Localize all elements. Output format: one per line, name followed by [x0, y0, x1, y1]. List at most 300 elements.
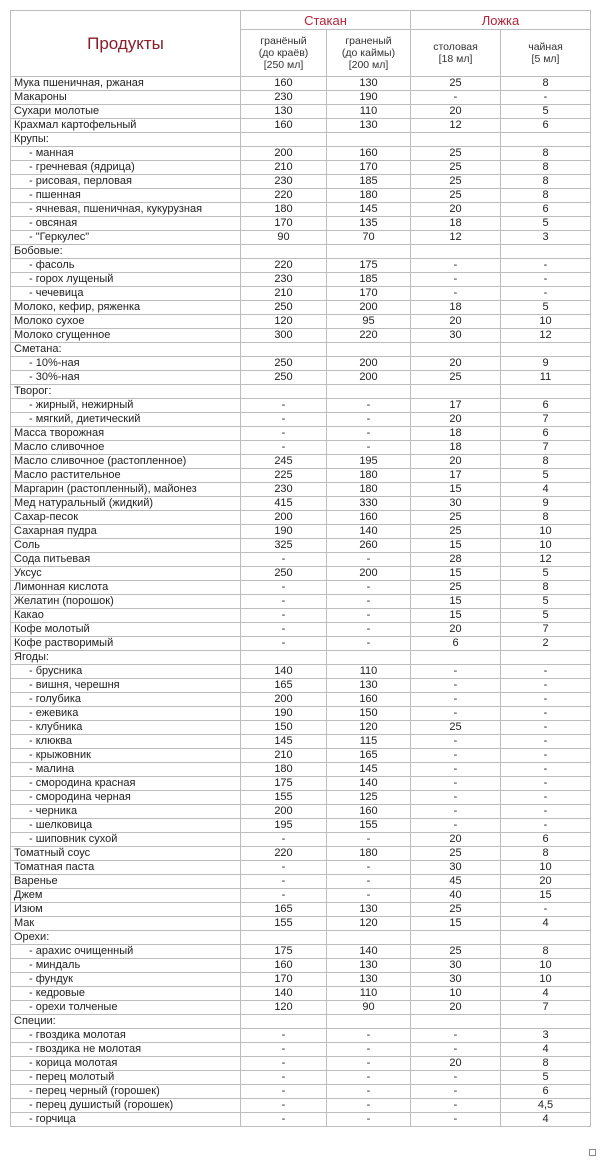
- table-row: [11, 735, 591, 749]
- product-name: - гвоздика молотая: [11, 1029, 241, 1043]
- glass-250-value: -: [241, 1043, 327, 1057]
- tablespoon-value: 25: [411, 511, 501, 525]
- teaspoon-value: 8: [501, 455, 591, 469]
- glass-200-value: 140: [327, 945, 411, 959]
- glass-200-value: -: [327, 1043, 411, 1057]
- teaspoon-value: 4,5: [501, 1099, 591, 1113]
- glass-200-value: 160: [327, 805, 411, 819]
- header-spoon: Ложка: [411, 11, 591, 30]
- teaspoon-value: 10: [501, 861, 591, 875]
- tablespoon-value: 25: [411, 161, 501, 175]
- glass-250-value: 190: [241, 525, 327, 539]
- glass-200-value: 220: [327, 329, 411, 343]
- product-name: - перец черный (горошек): [11, 1085, 241, 1099]
- glass-250-value: -: [241, 441, 327, 455]
- glass-250-value: 200: [241, 147, 327, 161]
- table-row: [11, 833, 591, 847]
- table-row: [11, 903, 591, 917]
- product-name: - перец душистый (горошек): [11, 1099, 241, 1113]
- glass-250-value: 140: [241, 665, 327, 679]
- teaspoon-value: -: [501, 791, 591, 805]
- glass-200-value: 185: [327, 273, 411, 287]
- tablespoon-value: -: [411, 1099, 501, 1113]
- glass-250-value: 140: [241, 987, 327, 1001]
- glass-250-value: 155: [241, 791, 327, 805]
- glass-250-value: [241, 1015, 327, 1029]
- glass-250-value: -: [241, 637, 327, 651]
- tablespoon-value: -: [411, 679, 501, 693]
- product-name: - кедровые: [11, 987, 241, 1001]
- product-name: - брусника: [11, 665, 241, 679]
- glass-200-value: 200: [327, 371, 411, 385]
- tablespoon-value: 20: [411, 1001, 501, 1015]
- glass-200-value: 160: [327, 147, 411, 161]
- product-name: - мягкий, диетический: [11, 413, 241, 427]
- glass-200-value: 200: [327, 357, 411, 371]
- glass-200-value: -: [327, 581, 411, 595]
- tablespoon-value: 20: [411, 413, 501, 427]
- product-name: Сахарная пудра: [11, 525, 241, 539]
- glass-200-value: 180: [327, 189, 411, 203]
- table-row: [11, 665, 591, 679]
- glass-200-value: 140: [327, 777, 411, 791]
- teaspoon-value: 3: [501, 1029, 591, 1043]
- product-name: - фасоль: [11, 259, 241, 273]
- product-name: Какао: [11, 609, 241, 623]
- glass-200-value: [327, 651, 411, 665]
- product-name: Уксус: [11, 567, 241, 581]
- table-row: [11, 1015, 591, 1029]
- tablespoon-value: -: [411, 805, 501, 819]
- glass-250-value: -: [241, 1113, 327, 1127]
- tablespoon-value: 25: [411, 525, 501, 539]
- glass-250-value: 220: [241, 189, 327, 203]
- tablespoon-value: 20: [411, 203, 501, 217]
- glass-250-value: -: [241, 1085, 327, 1099]
- tablespoon-value: [411, 931, 501, 945]
- tablespoon-value: 12: [411, 231, 501, 245]
- table-row: [11, 875, 591, 889]
- glass-200-value: 180: [327, 483, 411, 497]
- glass-250-value: 210: [241, 287, 327, 301]
- glass-250-value: 250: [241, 567, 327, 581]
- table-row: [11, 245, 591, 259]
- glass-250-value: 120: [241, 315, 327, 329]
- glass-200-value: 130: [327, 903, 411, 917]
- glass-250-value: 250: [241, 301, 327, 315]
- teaspoon-value: 6: [501, 833, 591, 847]
- product-name: Лимонная кислота: [11, 581, 241, 595]
- glass-250-value: -: [241, 623, 327, 637]
- tablespoon-value: -: [411, 777, 501, 791]
- teaspoon-value: 7: [501, 413, 591, 427]
- product-name: - рисовая, перловая: [11, 175, 241, 189]
- header-glass: Стакан: [241, 11, 411, 30]
- product-name: - горох лущеный: [11, 273, 241, 287]
- tablespoon-value: 20: [411, 623, 501, 637]
- glass-200-value: 140: [327, 525, 411, 539]
- glass-250-value: 190: [241, 707, 327, 721]
- table-row: [11, 539, 591, 553]
- product-name: Томатная паста: [11, 861, 241, 875]
- glass-200-value: 180: [327, 469, 411, 483]
- tablespoon-value: 20: [411, 357, 501, 371]
- product-name: Томатный соус: [11, 847, 241, 861]
- table-row: [11, 77, 591, 91]
- teaspoon-value: 10: [501, 959, 591, 973]
- teaspoon-value: [501, 651, 591, 665]
- product-name: Молоко сухое: [11, 315, 241, 329]
- tablespoon-value: -: [411, 665, 501, 679]
- glass-250-value: 195: [241, 819, 327, 833]
- table-row: [11, 973, 591, 987]
- glass-200-value: [327, 343, 411, 357]
- tablespoon-value: -: [411, 693, 501, 707]
- glass-200-value: 130: [327, 77, 411, 91]
- table-row: [11, 1071, 591, 1085]
- tablespoon-value: -: [411, 273, 501, 287]
- header-tablespoon: столовая [18 мл]: [411, 30, 501, 77]
- glass-200-value: -: [327, 889, 411, 903]
- table-row: [11, 819, 591, 833]
- product-name: - клюква: [11, 735, 241, 749]
- glass-200-value: 120: [327, 721, 411, 735]
- table-row: [11, 777, 591, 791]
- table-row: [11, 763, 591, 777]
- product-name: Сода питьевая: [11, 553, 241, 567]
- table-row: [11, 441, 591, 455]
- teaspoon-value: -: [501, 777, 591, 791]
- glass-200-value: 130: [327, 959, 411, 973]
- teaspoon-value: 11: [501, 371, 591, 385]
- glass-200-value: 150: [327, 707, 411, 721]
- table-row: [11, 931, 591, 945]
- glass-200-value: 165: [327, 749, 411, 763]
- glass-250-value: -: [241, 399, 327, 413]
- product-name: Джем: [11, 889, 241, 903]
- teaspoon-value: 8: [501, 77, 591, 91]
- teaspoon-value: [501, 245, 591, 259]
- glass-200-value: -: [327, 1029, 411, 1043]
- teaspoon-value: -: [501, 763, 591, 777]
- table-row: [11, 189, 591, 203]
- product-name: - смородина красная: [11, 777, 241, 791]
- product-name: Молоко, кефир, ряженка: [11, 301, 241, 315]
- table-row: [11, 483, 591, 497]
- teaspoon-value: 5: [501, 105, 591, 119]
- glass-200-value: 200: [327, 567, 411, 581]
- product-name: - вишня, черешня: [11, 679, 241, 693]
- table-row: [11, 889, 591, 903]
- glass-200-value: 260: [327, 539, 411, 553]
- glass-200-value: 330: [327, 497, 411, 511]
- glass-250-value: 415: [241, 497, 327, 511]
- table-row: [11, 1043, 591, 1057]
- teaspoon-value: -: [501, 749, 591, 763]
- product-name: - крыжовник: [11, 749, 241, 763]
- teaspoon-value: 5: [501, 469, 591, 483]
- teaspoon-value: 2: [501, 637, 591, 651]
- glass-250-value: -: [241, 413, 327, 427]
- glass-200-value: 195: [327, 455, 411, 469]
- glass-200-value: 120: [327, 917, 411, 931]
- tablespoon-value: 17: [411, 469, 501, 483]
- glass-200-value: 115: [327, 735, 411, 749]
- product-name: - смородина черная: [11, 791, 241, 805]
- table-row: [11, 525, 591, 539]
- product-name: - ежевика: [11, 707, 241, 721]
- tablespoon-value: -: [411, 791, 501, 805]
- glass-250-value: 150: [241, 721, 327, 735]
- tablespoon-value: 45: [411, 875, 501, 889]
- product-name: - черника: [11, 805, 241, 819]
- glass-200-value: [327, 133, 411, 147]
- tablespoon-value: -: [411, 91, 501, 105]
- teaspoon-value: 8: [501, 1057, 591, 1071]
- glass-200-value: -: [327, 553, 411, 567]
- table-row: [11, 119, 591, 133]
- glass-250-value: 250: [241, 371, 327, 385]
- table-row: [11, 959, 591, 973]
- teaspoon-value: 5: [501, 567, 591, 581]
- table-row: [11, 175, 591, 189]
- glass-200-value: -: [327, 1085, 411, 1099]
- glass-200-value: 185: [327, 175, 411, 189]
- glass-250-value: -: [241, 595, 327, 609]
- table-row: [11, 133, 591, 147]
- glass-200-value: 135: [327, 217, 411, 231]
- tablespoon-value: 40: [411, 889, 501, 903]
- glass-250-value: [241, 651, 327, 665]
- glass-250-value: 230: [241, 175, 327, 189]
- product-name: Творог:: [11, 385, 241, 399]
- product-name: - горчица: [11, 1113, 241, 1127]
- tablespoon-value: 15: [411, 483, 501, 497]
- table-row: [11, 749, 591, 763]
- glass-200-value: -: [327, 861, 411, 875]
- header-products: Продукты: [11, 11, 241, 77]
- product-name: Мак: [11, 917, 241, 931]
- table-row: [11, 1001, 591, 1015]
- table-row: [11, 1099, 591, 1113]
- glass-250-value: 300: [241, 329, 327, 343]
- tablespoon-value: 20: [411, 105, 501, 119]
- glass-200-value: 200: [327, 301, 411, 315]
- glass-250-value: -: [241, 1071, 327, 1085]
- teaspoon-value: 5: [501, 1071, 591, 1085]
- table-row: [11, 945, 591, 959]
- teaspoon-value: 8: [501, 147, 591, 161]
- tablespoon-value: -: [411, 287, 501, 301]
- glass-200-value: [327, 1015, 411, 1029]
- teaspoon-value: 8: [501, 189, 591, 203]
- teaspoon-value: 8: [501, 847, 591, 861]
- glass-250-value: 130: [241, 105, 327, 119]
- glass-250-value: 245: [241, 455, 327, 469]
- tablespoon-value: -: [411, 1029, 501, 1043]
- tablespoon-value: -: [411, 735, 501, 749]
- teaspoon-value: 4: [501, 917, 591, 931]
- tablespoon-value: [411, 133, 501, 147]
- teaspoon-value: 7: [501, 441, 591, 455]
- product-name: Масло сливочное (растопленное): [11, 455, 241, 469]
- tablespoon-value: -: [411, 763, 501, 777]
- glass-200-value: -: [327, 399, 411, 413]
- tablespoon-value: 25: [411, 945, 501, 959]
- tablespoon-value: [411, 1015, 501, 1029]
- teaspoon-value: 6: [501, 203, 591, 217]
- product-name: - перец молотый: [11, 1071, 241, 1085]
- glass-200-value: -: [327, 1099, 411, 1113]
- teaspoon-value: 10: [501, 315, 591, 329]
- product-name: Масло растительное: [11, 469, 241, 483]
- product-name: Варенье: [11, 875, 241, 889]
- product-name: - гречневая (ядрица): [11, 161, 241, 175]
- product-name: Масло сливочное: [11, 441, 241, 455]
- glass-250-value: 210: [241, 161, 327, 175]
- tablespoon-value: 15: [411, 917, 501, 931]
- table-row: [11, 1057, 591, 1071]
- tablespoon-value: [411, 343, 501, 357]
- product-name: - арахис очищенный: [11, 945, 241, 959]
- glass-200-value: 95: [327, 315, 411, 329]
- product-name: Макароны: [11, 91, 241, 105]
- tablespoon-value: -: [411, 1071, 501, 1085]
- table-row: [11, 259, 591, 273]
- product-name: Орехи:: [11, 931, 241, 945]
- teaspoon-value: -: [501, 679, 591, 693]
- table-row: [11, 987, 591, 1001]
- table-body: [11, 77, 591, 1127]
- glass-250-value: 90: [241, 231, 327, 245]
- table-row: [11, 847, 591, 861]
- teaspoon-value: -: [501, 735, 591, 749]
- glass-250-value: 175: [241, 945, 327, 959]
- product-name: Сметана:: [11, 343, 241, 357]
- teaspoon-value: 12: [501, 553, 591, 567]
- product-name: Кофе молотый: [11, 623, 241, 637]
- glass-200-value: 155: [327, 819, 411, 833]
- teaspoon-value: 8: [501, 581, 591, 595]
- product-name: - корица молотая: [11, 1057, 241, 1071]
- tablespoon-value: -: [411, 707, 501, 721]
- glass-250-value: -: [241, 1099, 327, 1113]
- glass-250-value: 225: [241, 469, 327, 483]
- glass-250-value: -: [241, 833, 327, 847]
- tablespoon-value: 28: [411, 553, 501, 567]
- glass-250-value: [241, 245, 327, 259]
- tablespoon-value: 18: [411, 441, 501, 455]
- glass-200-value: 110: [327, 987, 411, 1001]
- product-name: - шелковица: [11, 819, 241, 833]
- teaspoon-value: 4: [501, 1043, 591, 1057]
- glass-250-value: 200: [241, 511, 327, 525]
- table-row: [11, 497, 591, 511]
- glass-200-value: -: [327, 413, 411, 427]
- table-row: [11, 917, 591, 931]
- glass-200-value: 130: [327, 973, 411, 987]
- product-name: - ячневая, пшеничная, кукурузная: [11, 203, 241, 217]
- teaspoon-value: 5: [501, 301, 591, 315]
- tablespoon-value: -: [411, 1043, 501, 1057]
- product-name: Бобовые:: [11, 245, 241, 259]
- glass-200-value: 70: [327, 231, 411, 245]
- product-name: - овсяная: [11, 217, 241, 231]
- glass-250-value: 160: [241, 959, 327, 973]
- table-row: [11, 357, 591, 371]
- product-name: Молоко сгущенное: [11, 329, 241, 343]
- glass-250-value: 210: [241, 749, 327, 763]
- teaspoon-value: 8: [501, 161, 591, 175]
- glass-200-value: 110: [327, 665, 411, 679]
- product-name: - миндаль: [11, 959, 241, 973]
- product-name: - клубника: [11, 721, 241, 735]
- tablespoon-value: 30: [411, 497, 501, 511]
- teaspoon-value: -: [501, 91, 591, 105]
- glass-250-value: -: [241, 581, 327, 595]
- product-name: - фундук: [11, 973, 241, 987]
- glass-250-value: 155: [241, 917, 327, 931]
- teaspoon-value: 6: [501, 399, 591, 413]
- teaspoon-value: 8: [501, 175, 591, 189]
- table-row: [11, 455, 591, 469]
- teaspoon-value: [501, 133, 591, 147]
- table-row: [11, 105, 591, 119]
- teaspoon-value: -: [501, 707, 591, 721]
- table-row: [11, 203, 591, 217]
- table-row: [11, 1085, 591, 1099]
- table-row: [11, 217, 591, 231]
- teaspoon-value: 20: [501, 875, 591, 889]
- tablespoon-value: 25: [411, 581, 501, 595]
- tablespoon-value: -: [411, 1113, 501, 1127]
- table-header: [11, 11, 591, 77]
- glass-200-value: 125: [327, 791, 411, 805]
- teaspoon-value: 15: [501, 889, 591, 903]
- product-name: Крупы:: [11, 133, 241, 147]
- glass-250-value: 230: [241, 273, 327, 287]
- glass-250-value: -: [241, 861, 327, 875]
- glass-200-value: 190: [327, 91, 411, 105]
- table-row: [11, 553, 591, 567]
- teaspoon-value: 7: [501, 623, 591, 637]
- teaspoon-value: -: [501, 903, 591, 917]
- glass-200-value: 145: [327, 763, 411, 777]
- product-name: Крахмал картофельный: [11, 119, 241, 133]
- teaspoon-value: 4: [501, 483, 591, 497]
- product-name: - 30%-ная: [11, 371, 241, 385]
- product-name: - манная: [11, 147, 241, 161]
- tablespoon-value: 18: [411, 217, 501, 231]
- table-row: [11, 693, 591, 707]
- glass-250-value: 160: [241, 119, 327, 133]
- product-name: - жирный, нежирный: [11, 399, 241, 413]
- glass-200-value: 145: [327, 203, 411, 217]
- product-name: - гвоздика не молотая: [11, 1043, 241, 1057]
- tablespoon-value: 30: [411, 861, 501, 875]
- table-row: [11, 371, 591, 385]
- glass-250-value: 180: [241, 763, 327, 777]
- measures-table-wrapper: [10, 10, 590, 1127]
- glass-250-value: 145: [241, 735, 327, 749]
- teaspoon-value: -: [501, 819, 591, 833]
- table-row: [11, 651, 591, 665]
- tablespoon-value: 20: [411, 1057, 501, 1071]
- table-row: [11, 1029, 591, 1043]
- tablespoon-value: -: [411, 1085, 501, 1099]
- product-name: Сухари молотые: [11, 105, 241, 119]
- teaspoon-value: 12: [501, 329, 591, 343]
